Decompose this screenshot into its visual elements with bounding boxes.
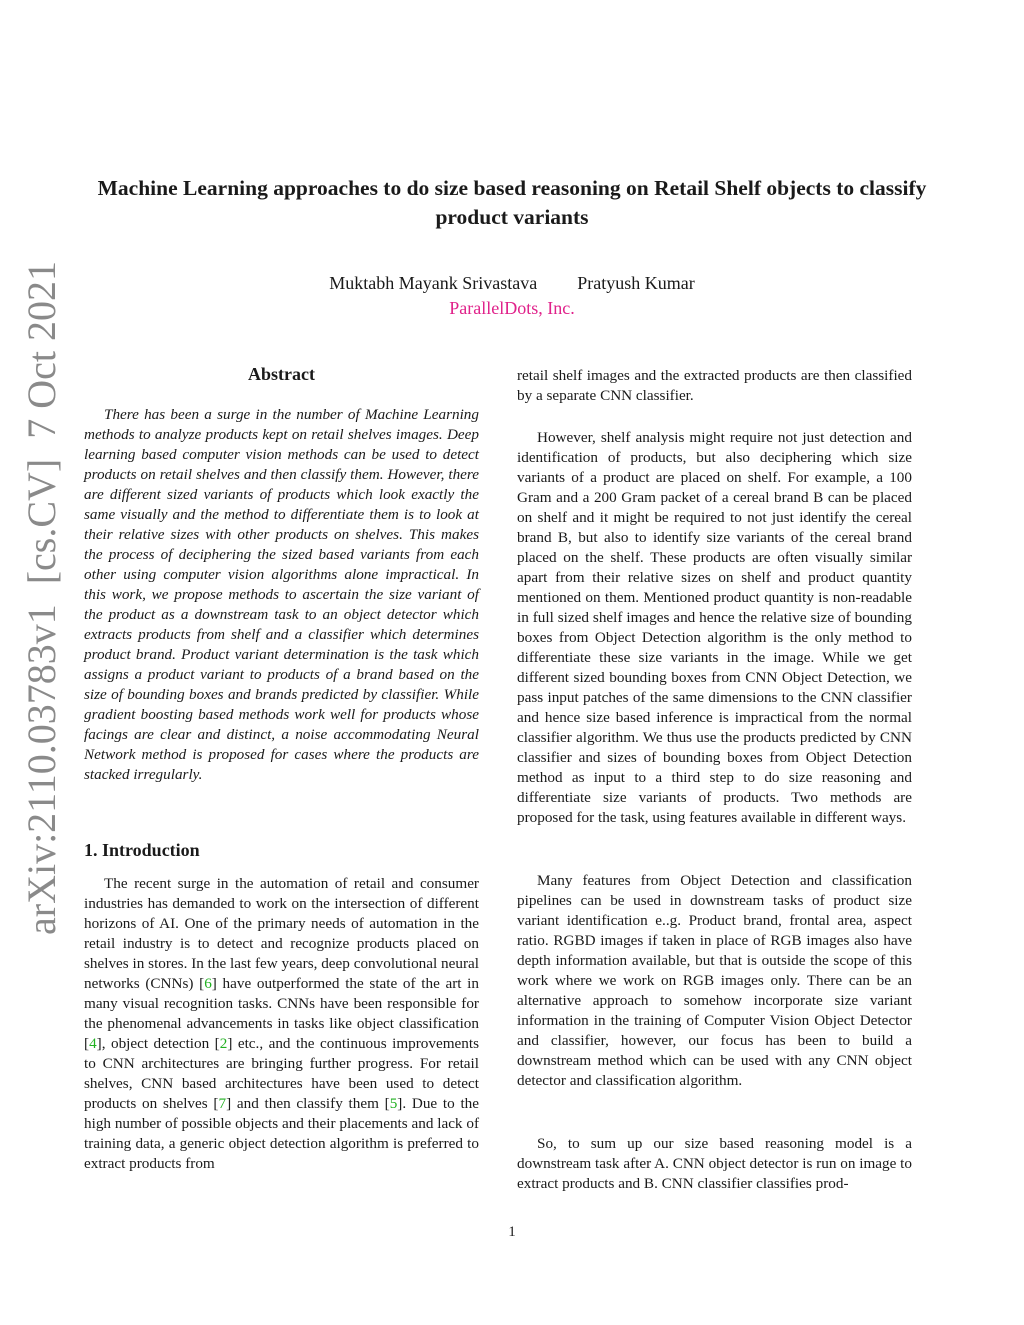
citation-link[interactable]: 6 (204, 975, 212, 992)
author-list (0, 271, 1024, 295)
arxiv-identifier: arXiv:2110.03783v1 [cs.CV] 7 Oct 2021 (19, 261, 64, 935)
right-column-paragraph (517, 871, 912, 1091)
abstract-heading: Abstract (248, 364, 315, 384)
author-name: Pratyush Kumar (577, 273, 695, 293)
citation-link[interactable]: 5 (389, 1095, 398, 1112)
page-number: 1 (508, 1224, 516, 1240)
right-column-continuation (517, 366, 912, 406)
paragraph: However, shelf analysis might require not just detection and identification of products, but also deciphering which size variants of a product are placed on shelf. For example, a 100 Gram and a 200 Gram packet of a cereal brand B can be placed on shelf and it might be required to not just identify the cereal brand B, but also to identify size variants of the cereal brand placed on the shelf. These products are often visually similar apart from their relative sizes on shelf and product quantity mentioned on them. Mentioned product quantity is non-readable in full sized shelf images and hence the relative size of bounding boxes from Object Detection algorithm is the only method to differentiate these size variants in the image. While we get different sized bounding boxes from CNN Object Detection, we pass input patches of the same dimensions to the CNN classifier and hence size based inference is impractical from the normal classifier algorithm. We thus use the products predicted by CNN classifier and sizes of bounding boxes from Object Detection method as input to a third step to do size reasoning and differentiate size variants of products. Two methods are proposed for the task, using features available in different ways. (517, 429, 912, 826)
citation-link[interactable]: 2 (219, 1035, 228, 1052)
abstract-text: There has been a surge in the number of Machine Learning methods to analyze products kept on retail shelves images. Deep learning based computer vision methods can be used to detect products on retail shelves and then classify them. However, there are different sized variants of products which look exactly the same visually and the method to differentiate them is to look at their relative sizes with other products on shelves. This makes the process of deciphering the sized based variants from each other using computer vision algorithms alone impractical. In this work, we propose methods to ascertain the size variant of the product as a downstream task to an object detector which extracts products from shelf and a classifier which determines product brand. Product variant determination is the task which assigns a product variant to products of a brand based on the size of bounding boxes and brands predicted by classifier. While gradient boosting based methods work well for products whose facings are clear and distinct, a noise accommodating Neural Network method is proposed for cases where the products are stacked irregularly. (84, 406, 479, 783)
paragraph: retail shelf images and the extracted products are then classified by a separate CNN classifier. (517, 367, 912, 404)
affiliation[interactable]: ParallelDots, Inc. (449, 298, 575, 318)
author-name: Muktabh Mayank Srivastava (329, 273, 538, 293)
paragraph: Many features from Object Detection and classification pipelines can be used in downstream tasks of product size variant identification e..g. Product brand, frontal area, aspect ratio. RGBD images if taken in place of RGB images also have depth information available, but that is outside the scope of this work where we work on RGB images only. There can be an alternative approach to somehow incorporate size variant information in the training of Computer Vision Object Detector and classifier, however, our focus has been to build a downstream method which can be used with any CNN object detector and classification algorithm. (517, 872, 912, 1089)
citation-link[interactable]: 4 (89, 1035, 97, 1052)
abstract-body (84, 405, 479, 785)
citation-link[interactable]: 7 (218, 1095, 227, 1112)
introduction-body (84, 874, 479, 1174)
paragraph: So, to sum up our size based reasoning model is a downstream task after A. CNN object detector is run on image to extract products and B. CNN classifier classifies prod- (517, 1135, 912, 1192)
right-column-paragraph (517, 1134, 912, 1194)
section-heading-introduction: 1. Introduction (84, 840, 200, 860)
right-column-paragraph (517, 428, 912, 828)
introduction-paragraph: The recent surge in the automation of retail and consumer industries has demanded to work on the intersection of different horizons of AI. One of the primary needs of automation in the retail industry is to detect and recognize products placed on shelves in stores. In the last few years, deep convolutional neural networks (CNNs) [6] have outperformed the state of the art in many visual recognition tasks. CNNs have been responsible for the phenomenal advancements in tasks like object classification [4], object detection [2] etc., and the continuous improvements to CNN architectures are bringing further progress. For retail shelves, CNN based architectures have been used to detect products on shelves [7] and then classify them [5]. Due to the high number of possible objects and their placements and lack of training data, a generic object detection algorithm is preferred to extract products from (84, 875, 480, 1172)
paper-title: Machine Learning approaches to do size based reasoning on Retail Shelf objects to classify product variants (97, 176, 927, 229)
